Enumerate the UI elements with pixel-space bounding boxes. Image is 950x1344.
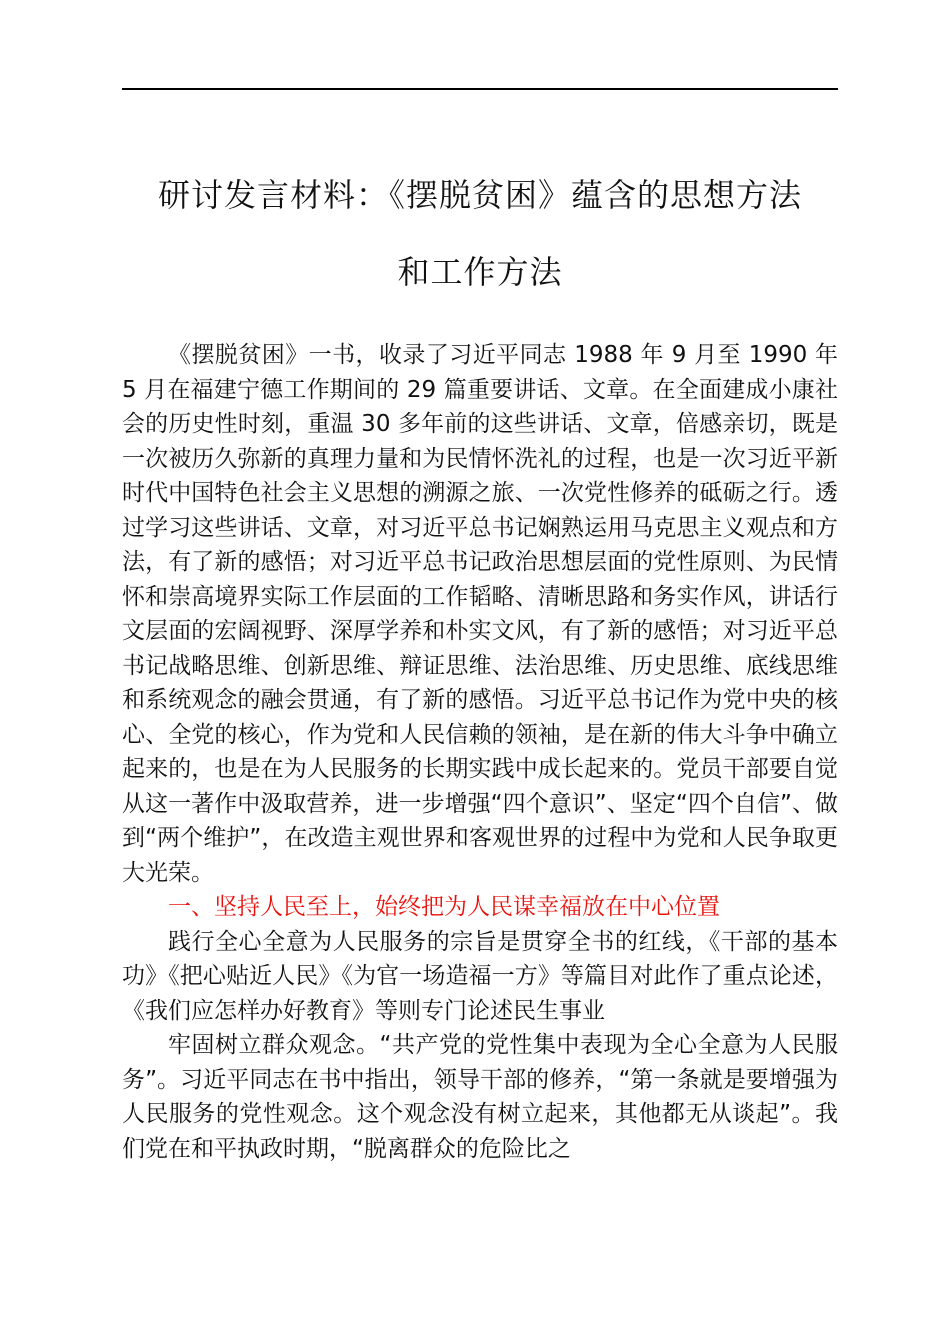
paragraph-intro: 《摆脱贫困》一书，收录了习近平同志 1988 年 9 月至 1990 年 5 月在福建宁德工作期间的 29 篇重要讲话、文章。在全面建成小康社会的历史性时刻，重温 30 多年前的这些讲话、文章，倍感亲切，既是一次被历久弥新的真理力量和为民情怀洗礼的过程，也是一次习近平新时代中国特色社会主义思想的溯源之旅、一次党性修养的砥砺之行。透过学习这些讲话、文章，对习近平总书记娴熟运用马克思主义观点和方法，有了新的感悟；对习近平总书记政治思想层面的党性原则、为民情怀和崇高境界实际工作层面的工作韬略、清晰思路和务实作风，讲话行文层面的宏阔视野、深厚学养和朴实文风，有了新的感悟；对习近平总书记战略思维、创新思维、辩证思维、法治思维、历史思维、底线思维和系统观念的融会贯通，有了新的感悟。习近平总书记作为党中央的核心、全党的核心，作为党和人民信赖的领袖，是在新的伟大斗争中确立起来的，也是在为人民服务的长期实践中成长起来的。党员干部要自觉从这一著作中汲取营养，进一步增强“四个意识”、坚定“四个自信”、做到“两个维护”，在改造主观世界和客观世界的过程中为党和人民争取更大光荣。 xyxy=(122,342,838,886)
paragraph-mass-concept: 牢固树立群众观念。“共产党的党性集中表现为全心全意为人民服务”。习近平同志在书中指出，领导干部的修养，“第一条就是要增强为人民服务的党性观念。这个观念没有树立起来，其他都无从谈起”。我们党在和平执政时期，“脱离群众的危险比之 xyxy=(122,1032,838,1162)
section-heading-1: 一、坚持人民至上，始终把为人民谋幸福放在中心位置 xyxy=(168,894,720,920)
document-body xyxy=(122,338,838,1166)
paragraph-section1-intro: 践行全心全意为人民服务的宗旨是贯穿全书的红线，《干部的基本功》《把心贴近人民》《为官一场造福一方》等篇目对此作了重点论述，《我们应怎样办好教育》等则专门论述民生事业 xyxy=(122,928,838,1024)
document-title xyxy=(100,172,860,295)
header-rule xyxy=(122,88,838,90)
title-line-1: 研讨发言材料：《摆脱贫困》蕴含的思想方法 xyxy=(157,176,802,214)
title-line-2: 和工作方法 xyxy=(397,253,563,291)
